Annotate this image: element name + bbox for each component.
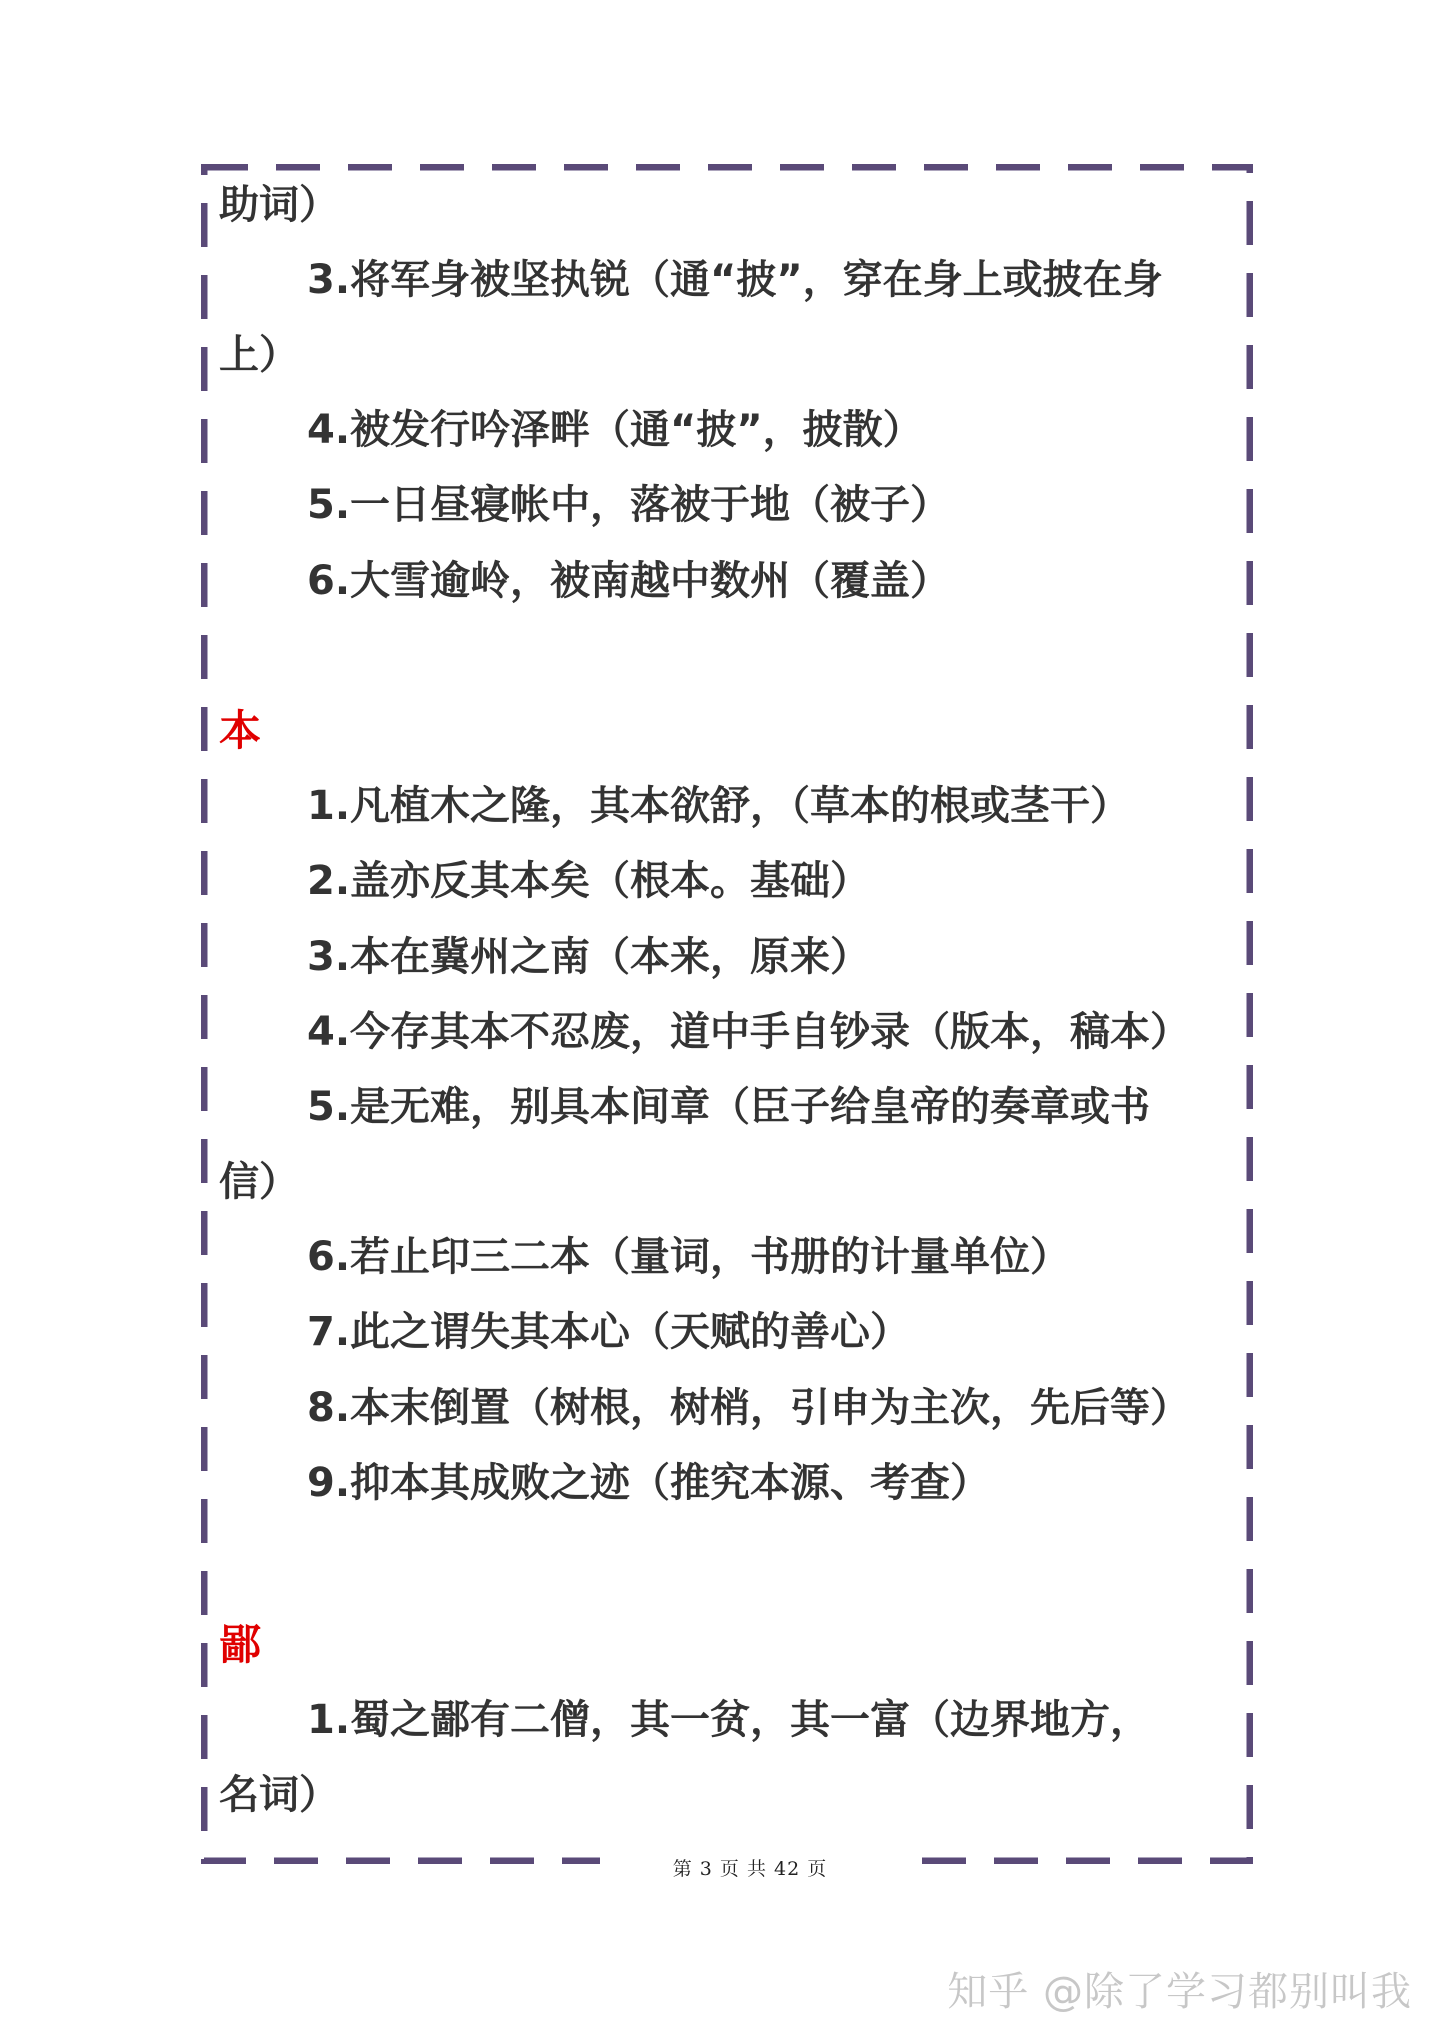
text-line: 6.若止印三二本（量词，书册的计量单位） xyxy=(307,1234,1071,1280)
text-line: 2.盖亦反其本矣（根本。基础） xyxy=(307,858,871,904)
text-line: 3.将军身被坚执锐（通“披”，穿在身上或披在身 xyxy=(307,257,1163,303)
section-heading-ben: 本 xyxy=(219,706,262,755)
text-line: 名词） xyxy=(219,1772,339,1818)
text-line: 4.今存其本不忍废，道中手自钞录（版本，稿本） xyxy=(307,1009,1191,1055)
text-line: 7.此之谓失其本心（天赋的善心） xyxy=(307,1309,911,1355)
text-line: 5.一日昼寝帐中，落被于地（被子） xyxy=(307,482,951,528)
text-line: 6.大雪逾岭，被南越中数州（覆盖） xyxy=(307,558,951,604)
text-line: 1.蜀之鄙有二僧，其一贫，其一富（边界地方， xyxy=(307,1697,1151,1743)
text-line: 信） xyxy=(219,1159,299,1205)
text-line: 上） xyxy=(219,332,299,378)
text-line: 助词） xyxy=(219,182,339,228)
section-heading-bi: 鄙 xyxy=(219,1620,262,1669)
text-line: 9.抑本其成败之迹（推究本源、考查） xyxy=(307,1460,991,1506)
text-line: 8.本末倒置（树根，树梢，引申为主次，先后等） xyxy=(307,1385,1191,1431)
watermark: 知乎 @除了学习都别叫我 xyxy=(947,1969,1412,2015)
page-number-footer: 第 3 页 共 42 页 xyxy=(600,1854,900,1881)
text-line: 3.本在冀州之南（本来，原来） xyxy=(307,934,871,980)
text-line: 4.被发行吟泽畔（通“披”，披散） xyxy=(307,407,923,453)
text-line: 1.凡植木之隆，其本欲舒，（草本的根或茎干） xyxy=(307,783,1131,829)
text-line: 5.是无难，别具本间章（臣子给皇帝的奏章或书 xyxy=(307,1084,1151,1130)
